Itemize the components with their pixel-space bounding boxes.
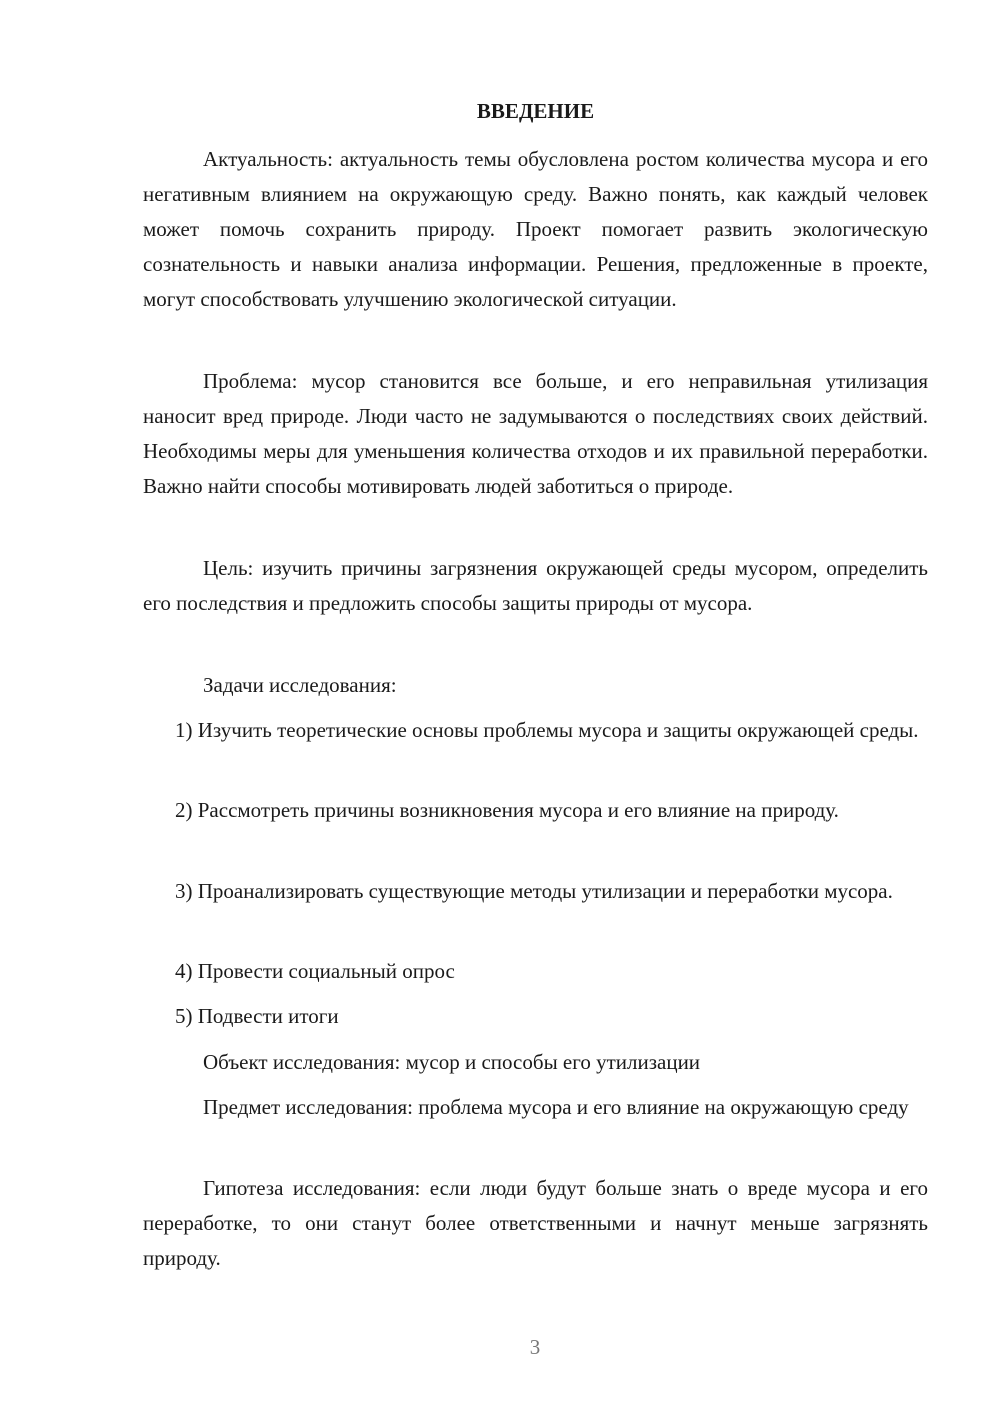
research-subject: Предмет исследования: проблема мусора и его влияние на окружающую среду xyxy=(203,1095,909,1119)
goal-paragraph: Цель: изучить причины загрязнения окружающей среды мусором, определить его последствия и предложить способы защиты природы от мусора. xyxy=(143,556,928,615)
section-title: ВВЕДЕНИЕ xyxy=(476,99,595,123)
research-object: Объект исследования: мусор и способы его утилизации xyxy=(203,1050,701,1074)
task-item-4: 4) Провести социальный опрос xyxy=(175,959,455,983)
task-item-5: 5) Подвести итоги xyxy=(175,1004,339,1028)
page-number: 3 xyxy=(529,1335,541,1359)
task-item-2: 2) Рассмотреть причины возникновения мусора и его влияние на природу. xyxy=(175,798,839,822)
problem-paragraph: Проблема: мусор становится все больше, и его неправильная утилизация наносит вред природе. Люди часто не задумываются о последствиях своих действий. Необходимы меры для уменьшения количества отходов и их правильной переработки. Важно найти способы мотивировать людей заботиться о природе. xyxy=(143,369,928,498)
task-item-1: 1) Изучить теоретические основы проблемы мусора и защиты окружающей среды. xyxy=(175,718,919,742)
tasks-heading: Задачи исследования: xyxy=(203,673,397,697)
research-hypothesis: Гипотеза исследования: если люди будут больше знать о вреде мусора и его переработке, то они станут более ответственными и начнут меньше загрязнять природу. xyxy=(143,1176,928,1270)
task-item-3: 3) Проанализировать существующие методы утилизации и переработки мусора. xyxy=(175,879,893,903)
relevance-paragraph: Актуальность: актуальность темы обусловлена ростом количества мусора и его негативным влиянием на окружающую среду. Важно понять, как каждый человек может помочь сохранить природу. Проект помогает развить экологическую сознательность и навыки анализа информации. Решения, предложенные в проекте, могут способствовать улучшению экологической ситуации. xyxy=(143,147,928,311)
